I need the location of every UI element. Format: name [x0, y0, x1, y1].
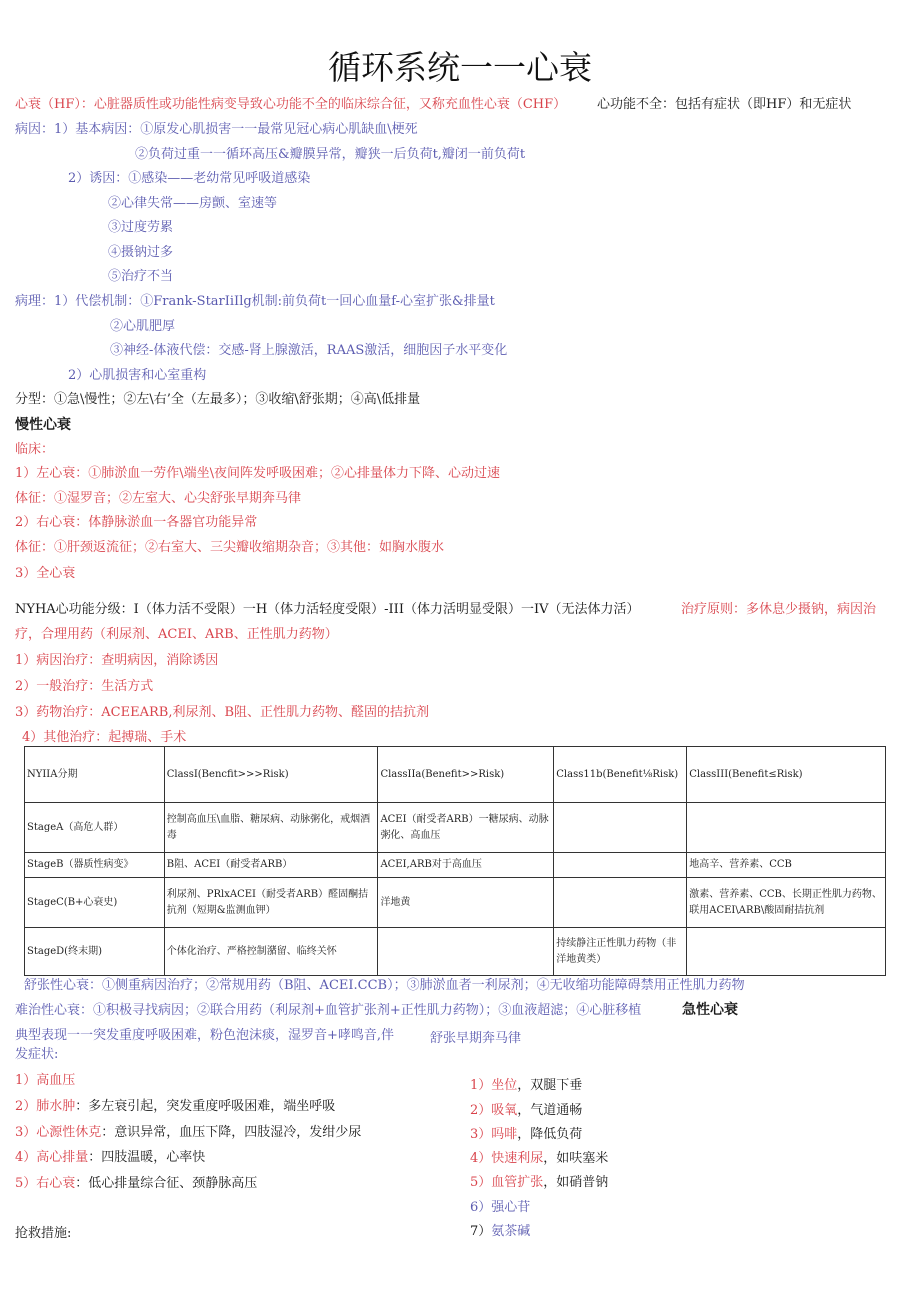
list-item: 1）坐位，双腿下垂 — [470, 1078, 583, 1093]
left-hf: 1）左心衰：①肺淤血一劳作\端坐\夜间阵发呼吸困难；②心排量体力下降、心动过速 — [15, 466, 501, 481]
other-treatment: 4）其他治疗：起搏瑞、手术 — [22, 730, 187, 745]
table-row — [25, 878, 886, 928]
table-cell: 持续静注正性肌力药物（非洋地黄类） — [554, 928, 687, 976]
trigger-sodium: ④摄钠过多 — [108, 245, 174, 260]
treatment-principle-cont: 疗，合理用药（利尿剂、ACEI、ARB、正性肌力药物） — [15, 627, 338, 642]
gallop-rhythm: 舒张早期奔马律 — [430, 1031, 522, 1046]
table-cell: 激素、营养素、CCB、长期正性肌力药物、联用ACEI\ARB\酸固耐拮抗剂 — [687, 878, 886, 928]
table-header-cell: ClassIII(Benefit≤Risk) — [687, 747, 886, 803]
right-hf-signs: 体征：①肝颈返流征；②右室大、三尖瓣收缩期杂音；③其他：如胸水腹水 — [15, 540, 445, 555]
staging-table — [24, 746, 886, 976]
table-header-row — [25, 747, 886, 803]
left-hf-signs: 体征：①湿罗音；②左室大、心尖舒张早期奔马律 — [15, 491, 302, 506]
table-cell: 个体化治疗、严格控制潴留、临终关怀 — [164, 928, 378, 976]
clinical-label: 临床： — [15, 442, 55, 457]
etiological-treatment: 1）病因治疗：查明病因，消除诱因 — [15, 653, 219, 668]
table-cell — [554, 853, 687, 878]
table-header-cell: NYIIA分期 — [25, 747, 165, 803]
nyha-classification: NYHA心功能分级：I（体力活不受限）一H（体力活轻度受限）-III（体力活明显受限）一IV（无法体力活） — [15, 602, 640, 617]
rescue-measures-label: 抢救措施: — [15, 1226, 72, 1241]
table-row — [25, 803, 886, 853]
cardiac-insufficiency: 心功能不全：包括有症状（即HF）和无症状 — [597, 97, 852, 112]
etiology-overload: ②负荷过重一一循环高压&瓣膜异常，瓣狭一后负荷t,瓣闭一前负荷t — [135, 147, 526, 162]
list-item: 4）高心排量：四肢温暖，心率快 — [15, 1150, 206, 1165]
table-cell — [687, 928, 886, 976]
list-item: 2）肺水肿：多左衰引起，突发重度呼吸困难，端坐呼吸 — [15, 1099, 336, 1114]
table-cell: ACEI,ARB对于高血压 — [378, 853, 554, 878]
table-cell: B阻、ACEI（耐受者ARB） — [164, 853, 378, 878]
table-cell — [687, 803, 886, 853]
general-treatment: 2）一般治疗：生活方式 — [15, 679, 154, 694]
list-item: 2）吸氧，气道通畅 — [470, 1103, 583, 1118]
onset-symptoms: 发症状: — [15, 1047, 59, 1062]
table-row — [25, 928, 886, 976]
table-cell: 洋地黄 — [378, 878, 554, 928]
list-item: 5）血管扩张，如硝普钠 — [470, 1175, 609, 1190]
list-item: 4）快速利尿，如呋塞米 — [470, 1151, 609, 1166]
table-cell: StageB（器质性病变》 — [25, 853, 165, 878]
acute-hf-heading: 急性心衰 — [682, 1002, 738, 1018]
classification: 分型：①急\慢性；②左\右’全（左最多）；③收缩\舒张期；④高\低排量 — [15, 392, 421, 407]
total-hf: 3）全心衰 — [15, 566, 76, 581]
table-header-cell: ClassIIa(Benefit>>Risk) — [378, 747, 554, 803]
diastolic-hf: 舒张性心衰：①侧重病因治疗；②常规用药（B阻、ACEI.CCB）；③肺淤血者一利尿剂；④无收缩功能障碍禁用正性肌力药物 — [24, 978, 745, 993]
pathology-compensation: 病理：1）代偿机制：①Frank-StarIiIlg机制:前负荷t一回心血量f-心室扩张&排量t — [15, 294, 495, 309]
trigger-infection: 2）诱因：①感染——老幼常见呼吸道感染 — [68, 171, 311, 186]
table-cell — [378, 928, 554, 976]
page-title: 循环系统一一心衰 — [328, 48, 592, 87]
etiology-basic: 病因：1）基本病因：①原发心肌损害一一最常见冠心病心肌缺血\梗死 — [15, 122, 418, 137]
pathology-remodeling: 2）心肌损害和心室重构 — [68, 368, 207, 383]
chronic-hf-heading: 慢性心衰 — [15, 417, 71, 433]
refractory-hf: 难治性心衰：①积极寻找病因；②联合用药（利尿剂+血管扩张剂+正性肌力药物）；③血液超滤；④心脏移植 — [15, 1003, 642, 1018]
table-cell: 利尿剂、PRlxACEI（耐受者ARB）醛固酮拮抗剂（短期&监测血钾） — [164, 878, 378, 928]
table-header-cell: Class11b(Benefit⅛Risk) — [554, 747, 687, 803]
trigger-improper-treatment: ⑤治疗不当 — [108, 269, 174, 284]
list-item: 7）氨茶碱 — [470, 1224, 531, 1239]
drug-treatment: 3）药物治疗：ACEEARB,利尿剂、B阻、正性肌力药物、醛固的拮抗剂 — [15, 705, 430, 720]
table-row — [25, 853, 886, 878]
table-cell: 控制高血压\血脂、糖尿病、动脉粥化，戒烟酒毒 — [164, 803, 378, 853]
trigger-arrhythmia: ②心律失常——房颤、室速等 — [108, 196, 278, 211]
list-item: 5）右心衰：低心排量综合征、颈静脉高压 — [15, 1176, 258, 1191]
pathology-hypertrophy: ②心肌肥厚 — [110, 319, 176, 334]
right-hf: 2）右心衰：体静脉淤血一各器官功能异常 — [15, 515, 258, 530]
treatment-principle: 治疗原则：多休息少摄钠，病因治 — [681, 602, 877, 617]
table-cell: StageA（高危人群） — [25, 803, 165, 853]
table-cell: ACEI（耐受者ARB）一糖尿病、动脉粥化、高血压 — [378, 803, 554, 853]
list-item: 6）强心苷 — [470, 1200, 531, 1215]
table-header-cell: ClassI(Bencfit>>>Risk) — [164, 747, 378, 803]
pathology-neurohumoral: ③神经-体液代偿：交感-肾上腺激活，RAAS激活，细胞因子水平变化 — [110, 343, 508, 358]
list-item: 3）吗啡，降低负荷 — [470, 1127, 583, 1142]
table-cell — [554, 878, 687, 928]
typical-presentation: 典型表现一一突发重度呼吸困难，粉色泡沫痰，湿罗音+哮鸣音,伴 — [15, 1028, 395, 1043]
list-item: 1）高血压 — [15, 1073, 76, 1088]
list-item: 3）心源性休克：意识异常，血压下降，四肢湿冷，发绀少尿 — [15, 1125, 362, 1140]
table-cell — [554, 803, 687, 853]
hf-definition: 心衰（HF）：心脏器质性或功能性病变导致心功能不全的临床综合征，又称充血性心衰（CHF） — [15, 97, 567, 112]
table-cell: 地高辛、营养素、CCB — [687, 853, 886, 878]
trigger-overwork: ③过度劳累 — [108, 220, 174, 235]
table-cell: StageD(终末期) — [25, 928, 165, 976]
table-cell: StageC(B+心衰史) — [25, 878, 165, 928]
